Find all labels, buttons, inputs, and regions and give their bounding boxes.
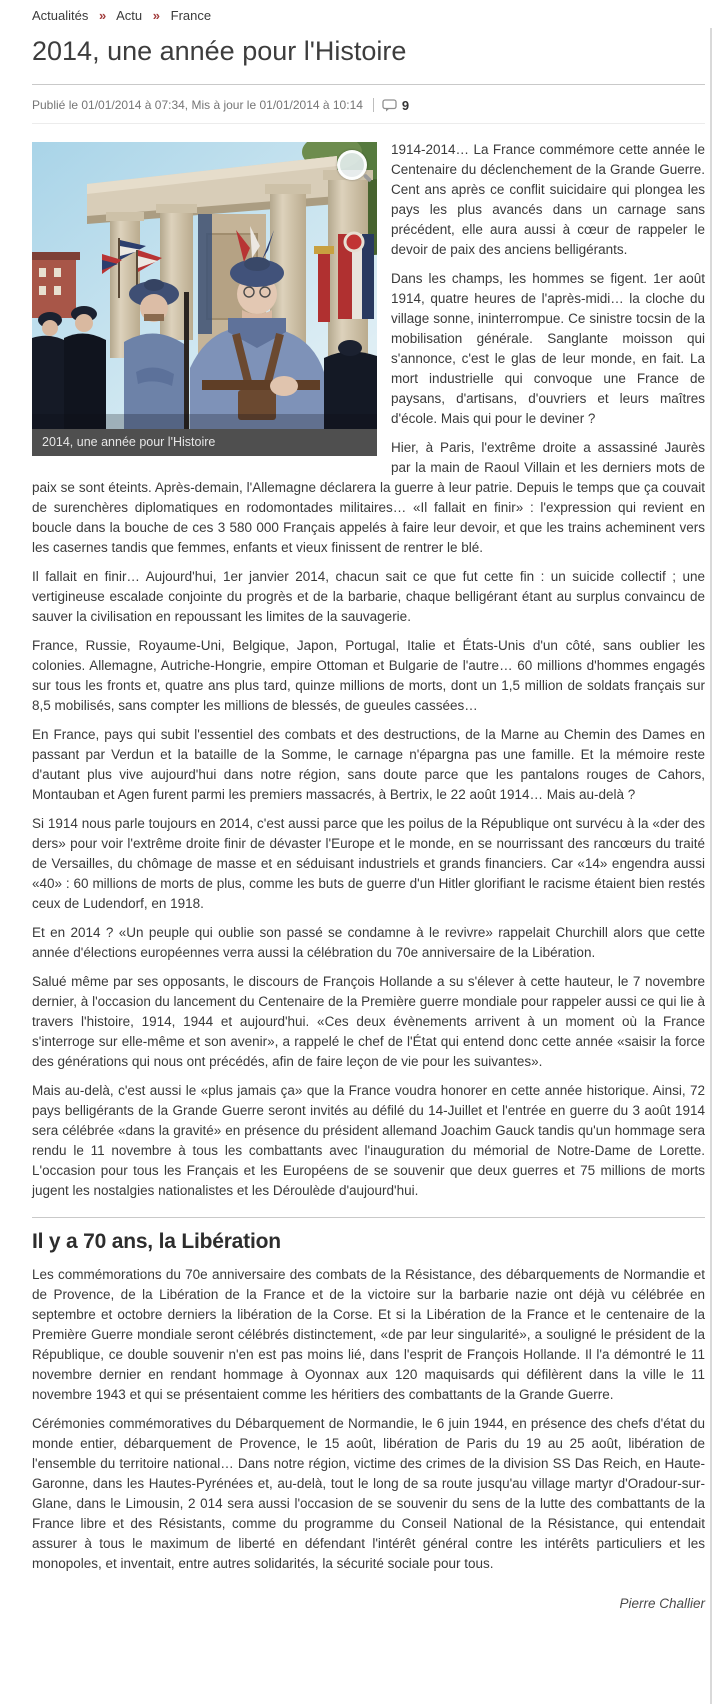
section-divider bbox=[32, 1217, 705, 1218]
article-body bbox=[32, 140, 705, 1614]
author-byline: Pierre Challier bbox=[619, 1596, 705, 1611]
article-paragraph: En France, pays qui subit l'essentiel des combats et des destructions, de la Marne au Chemin des Dames en passant par Verdun et la bataille de la Somme, le carnage n'épargna pas une famille. Et la mémoire reste d'autant plus vive aujourd'hui dans notre région, sans doute parce que les pantalons rouges de Cahors, Montauban et Agen furent parmi les premiers massacrés, à Bertrix, le 22 août 1914… Mais au-delà ? bbox=[32, 727, 705, 802]
comments-link[interactable] bbox=[382, 98, 409, 113]
article-paragraph: Il fallait en finir… Aujourd'hui, 1er janvier 2014, chacun sait ce que fut cette fin : un suicide collectif ; une vertigineuse escalade conjointe du progrès et de la barbarie, chaque belligérant étant au surplus convaincu de sauver la civilisation en repoussant les limites de la sauvagerie. bbox=[32, 569, 705, 624]
breadcrumb-separator-icon: » bbox=[99, 8, 107, 23]
speech-bubble-icon bbox=[382, 99, 397, 112]
page-title: 2014, une année pour l'Histoire bbox=[32, 36, 407, 66]
article-paragraph: 1914-2014… La France commémore cette année le Centenaire du déclenchement de la Grande Guerre. Cent ans après ce conflit suicidaire qui plongea les pays les plus avancés dans un carnage sans précédent, elle aura aussi à cœur de rappeler le devoir de paix des anciens belligérants. bbox=[391, 142, 705, 257]
magnifier-icon[interactable] bbox=[337, 150, 367, 180]
article-paragraph: Si 1914 nous parle toujours en 2014, c'est aussi parce que les poilus de la République ont survécu à la «der des ders» pour voir l'extrême droite finir de dévaster l'Europe et le monde, en se nourrissant des rancœurs du traité de Versailles, du chômage de masse et en séduisant industriels et grands financiers. Car «14» engendra aussi «40» : 60 millions de morts de plus, comme les buts de guerre d'un Hitler glorifiant le racisme étaient bien restés ceux de Ludendorf, en 1918. bbox=[32, 816, 705, 911]
title-divider bbox=[32, 84, 705, 85]
article-paragraph: Mais au-delà, c'est aussi le «plus jamais ça» que la France voudra honorer en cette année historique. Ainsi, 72 pays belligérants de la Grande Guerre seront invités au défilé du 14-Juillet et l'entrée en guerre du 3 août 1914 sera célébrée «dans la gravité» en présence du président allemand Joachim Gauck tandis qu'un hommage sera rendu le 11 novembre à tous les combattants avec l'inauguration du mémorial de Notre-Dame de Lorette. L'occasion pour tous les Français et les Européens de se souvenir que deux guerres et 75 millions de morts jugent les nostalgies nationalistes et les Déroulède d'aujourd'hui. bbox=[32, 1083, 705, 1198]
breadcrumb bbox=[32, 8, 705, 23]
meta-divider-rule bbox=[32, 123, 705, 124]
meta-divider bbox=[373, 98, 374, 112]
comments-count: 9 bbox=[401, 97, 410, 113]
photo-caption: 2014, une année pour l'Histoire bbox=[32, 429, 377, 456]
article-paragraph: France, Russie, Royaume-Uni, Belgique, Japon, Portugal, Italie et États-Unis d'un côté, sans oublier les colonies. Allemagne, Autriche-Hongrie, empire Ottoman et Bulgarie de l'autre… 60 millions d'hommes engagés sur tous les fronts et, quatre ans plus tard, quinze millions de morts, dont un 1,5 million de soldats français sur 8,5 mobilisés, sans compter les millions de blessés, de gueules cassées… bbox=[32, 638, 705, 713]
section-heading: Il y a 70 ans, la Libération bbox=[32, 1230, 281, 1253]
content-right-border bbox=[710, 28, 712, 1704]
photo-illustration bbox=[32, 142, 377, 429]
breadcrumb-link-actu[interactable]: Actu bbox=[116, 8, 143, 23]
article-paragraph: Hier, à Paris, l'extrême droite a assassiné Jaurès par la main de Raoul Villain et les derniers mots de paix se sont éteints. Après-demain, l'Allemagne déclarera la guerre à leur patrie. Depuis le temps que ça couvait de surenchères diplomatiques en rodomontades militaires… «Il fallait en finir» : l'expression qui revient en boucle dans la bouche de ces 3 580 000 Français appelés à faire leur devoir, et que les trains acheminent vers les casernes tandis que femmes, enfants et vieux finissent de rentrer le blé. bbox=[32, 440, 705, 555]
section-paragraph: Cérémonies commémoratives du Débarquement de Normandie, le 6 juin 1944, en présence des chefs d'état du monde entier, débarquement de Provence, le 15 août, libération de Paris du 19 au 25 août, libération de l'ensemble du territoire national… Dans notre région, victime des crimes de la division SS Das Reich, en Haute-Garonne, dans les Hautes-Pyrénées et, au-delà, tout le long de sa route jusqu'au village martyr d'Oradour-sur-Glane, dans le Limousin, 2 014 sera aussi l'occasion de se souvenir du sens de la lutte des combattants de la France libre et des Résistants, comme du programme du Conseil National de la Résistance, qui entendait assurer à tous le maximum de liberté en défendant l'intérêt général contre les intérêts particuliers et les monopoles, et inventait, entre autres solidarités, la sécurité sociale pour tous. bbox=[32, 1416, 705, 1571]
article-paragraph: Dans les champs, les hommes se figent. 1er août 1914, quatre heures de l'après-midi… la cloche du village sonne, ininterrompue. Ce sinistre tocsin de la mobilisation générale. Sanglante moisson qui s'annonce, c'est le glas de leur monde, en fait. La mort industrielle qui convoque une France de paysans, d'artisans, d'ouvriers et leurs maîtres d'école. Mais qui pour le deviner ? bbox=[391, 271, 705, 426]
photo-canvas bbox=[32, 142, 377, 429]
article-meta bbox=[32, 96, 705, 114]
section-paragraph: Les commémorations du 70e anniversaire des combats de la Résistance, des débarquements de Normandie et de Provence, de la Libération de la France et de la victoire sur la barbarie nazie ont déjà vu célébrée en septembre et octobre derniers la libération de la Corse. Et si la Libération de la France et le centenaire de la Première Guerre mondiale seront célébrés distinctement, «de par leur singularité», a souligné le président de la République, ce double souvenir n'en est pas moins lié, dans l'esprit de François Hollande. Il l'a démontré le 11 novembre dernier en rendant hommage à Oyonnax aux 120 maquisards qui défilèrent dans la ville le 11 novembre 1943 et qui se présentaient comme les héritiers des combattants de la Grande Guerre. bbox=[32, 1267, 705, 1402]
publish-date-text: Publié le 01/01/2014 à 07:34, Mis à jour le 01/01/2014 à 10:14 bbox=[32, 98, 363, 112]
breadcrumb-separator-icon: » bbox=[152, 8, 161, 23]
breadcrumb-link-actualites[interactable]: Actualités bbox=[32, 8, 89, 23]
article-photo[interactable] bbox=[32, 142, 377, 456]
article-paragraph: Et en 2014 ? «Un peuple qui oublie son passé se condamne à le revivre» rappelait Churchill alors que cette année d'élections européennes verra aussi la célébration du 70e anniversaire de la Libération. bbox=[32, 925, 705, 960]
article-paragraph: Salué même par ses opposants, le discours de François Hollande a su s'élever à cette hauteur, le 7 novembre dernier, à l'occasion du lancement du Centenaire de la Première guerre mondiale pour rappeler aussi ce qui lie à travers l'histoire, 1914, 1944 et aujourd'hui. «Ces deux évènements arrivent à un moment où la France s'interroge sur elle-même et son avenir», a rappelé le chef de l'État qui entend donc cette année «saisir la force des générations qui nous ont précédés, afin de faire leçon de vie pour les suivantes». bbox=[32, 974, 705, 1069]
breadcrumb-link-france[interactable]: France bbox=[170, 8, 212, 23]
